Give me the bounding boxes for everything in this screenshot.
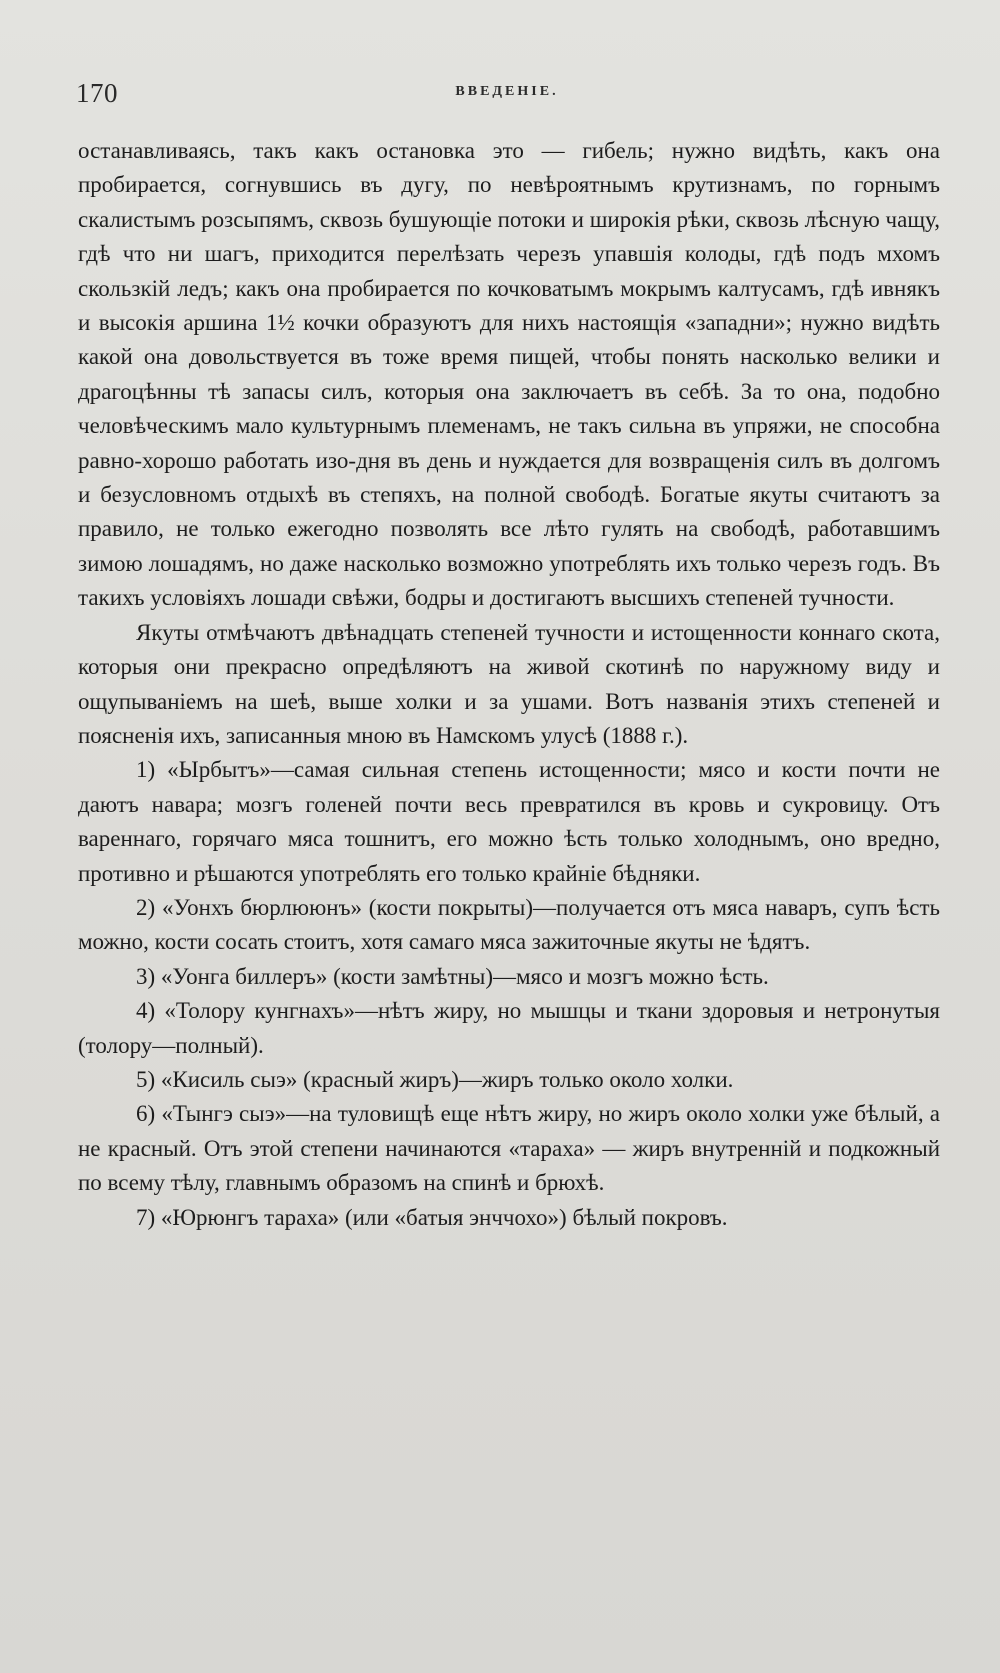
list-item-2: 2) «Уонхъ бюрлююнъ» (кости покрыты)—получается отъ мяса наваръ, супъ ѣсть можно, кости сосать стоитъ, хотя самаго мяса зажиточные якуты не ѣдятъ.	[78, 894, 940, 955]
list-item-5: 5) «Кисиль сыэ» (красный жиръ)—жиръ только около холки.	[136, 1066, 734, 1092]
paragraph-continued: останавливаясь, такъ какъ остановка это — гибель; нужно видѣть, какъ она пробирается, согнувшись въ дугу, по невѣроятнымъ крутизнамъ, по горнымъ скалистымъ розсыпямъ, сквозь бушующіе потоки и широкія рѣки, сквозь лѣсную чащу, гдѣ что ни шагъ, приходится перелѣзать черезъ упавшія колоды, гдѣ подъ мхомъ скользкій ледъ; какъ она пробирается по кочковатымъ мокрымъ калтусамъ, гдѣ ивнякъ и высокія аршина 1½ кочки образуютъ для нихъ настоящія «западни»; нужно видѣть какой она довольствуется въ тоже время пищей, чтобы понять насколько велики и драгоцѣнны тѣ запасы силъ, которыя она заключаетъ въ себѣ. За то она, подобно человѣческимъ мало культурнымъ племенамъ, не такъ сильна въ упряжи, не способна равно-хорошо работать изо-дня въ день и нуждается для возвращенія силъ въ долгомъ и безусловномъ отдыхѣ въ степяхъ, на полной свободѣ. Богатые якуты считаютъ за правило, не только ежегодно позволять все лѣто гулять на свободѣ, работавшимъ зимою лошадямъ, но даже насколько возможно употреблять ихъ только черезъ годъ. Въ такихъ условіяхъ лошади свѣжи, бодры и достигаютъ высшихъ степеней тучности.	[78, 138, 940, 611]
running-head	[76, 78, 938, 108]
list-item-7: 7) «Юрюнгъ тараха» (или «батыя энччохо») бѣлый покровъ.	[136, 1204, 728, 1230]
list-item-6: 6) «Тынгэ сыэ»—на туловищѣ еще нѣтъ жиру, но жиръ около холки уже бѣлый, а не красный. Отъ этой степени начинаются «тараха» — жиръ внутренній и подкожный по всему тѣлу, главнымъ образомъ на спинѣ и брюхѣ.	[78, 1101, 940, 1196]
list-item-1: 1) «Ырбытъ»—самая сильная степень истощенности; мясо и кости почти не даютъ навара; мозгъ голеней почти весь превратился въ кровь и сукровицу. Отъ вареннаго, горячаго мяса тошнитъ, его можно ѣсть только холоднымъ, оно вредно, противно и рѣшаются употреблять его только крайніе бѣдняки.	[78, 757, 940, 886]
list-item-3: 3) «Уонга биллеръ» (кости замѣтны)—мясо и мозгъ можно ѣсть.	[136, 963, 769, 989]
paragraph-intro-degrees: Якуты отмѣчаютъ двѣнадцать степеней тучности и истощенности коннаго скота, которыя они прекрасно опредѣляютъ на живой скотинѣ по наружному виду и ощупываніемъ на шеѣ, выше холки и за ушами. Вотъ названія этихъ степеней и поясненія ихъ, записанныя мною въ Намскомъ улусѣ (1888 г.).	[78, 619, 940, 748]
page-number: 170	[76, 78, 118, 108]
section-title: ВВЕДЕНІЕ.	[455, 84, 559, 99]
body-text	[78, 134, 940, 1235]
list-item-4: 4) «Толору кунгнахъ»—нѣтъ жиру, но мышцы и ткани здоровыя и нетронутыя (толору—полный).	[78, 998, 940, 1058]
